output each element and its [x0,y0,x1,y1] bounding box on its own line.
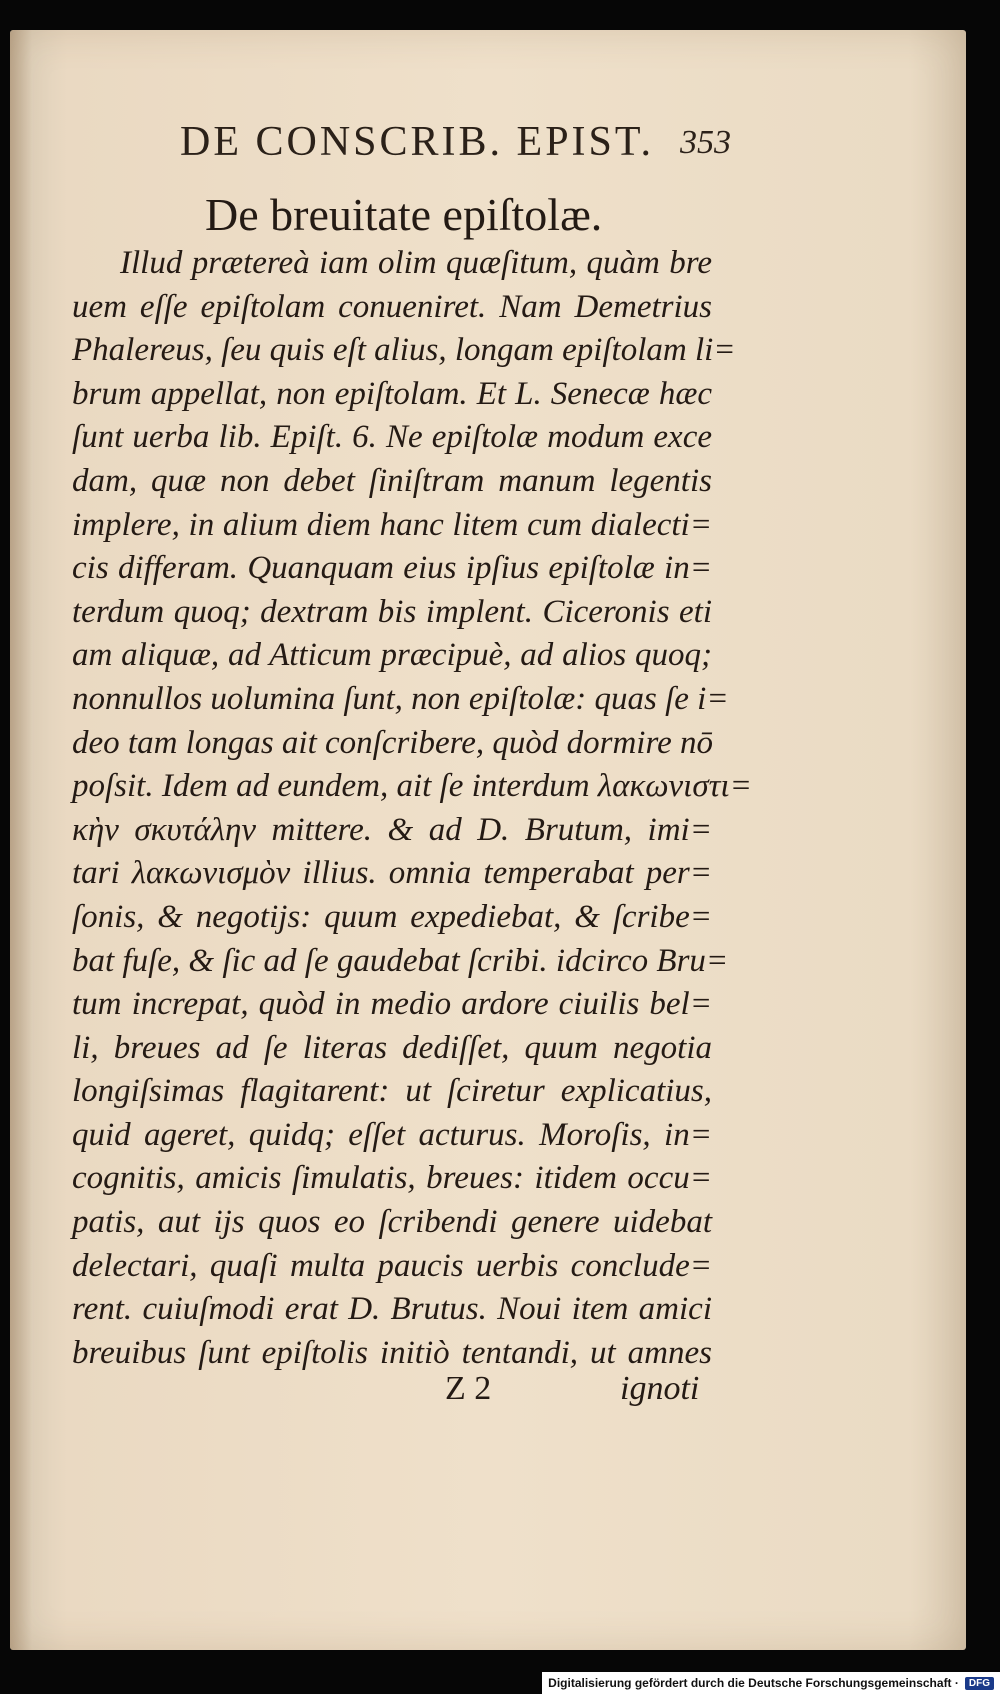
text-line: Illud prætereà iam olim quæſitum, quàm bre [120,245,712,281]
text-line: li, breues ad ſe literas dediſſet, quum negotia [72,1029,712,1066]
page-gutter-shadow [10,30,32,1650]
text-line: ſunt uerba lib. Epiſt. 6. Ne epiſtolæ modum exce [72,419,712,456]
book-page [10,30,966,1650]
digitization-credit [542,1672,1000,1694]
text-line: cis differam. Quanquam eius ipſius epiſtolæ in= [72,550,712,587]
section-title: De breuitate epiſtolæ. [205,189,603,240]
page-footer-line [445,1370,705,1414]
page-number: 353 [680,124,731,161]
text-line: rent. cuiuſmodi erat D. Brutus. Noui item amici [72,1291,712,1328]
text-line: delectari, quaſi multa paucis uerbis conclude= [72,1247,712,1284]
text-line: Phalereus, ſeu quis eſt alius, longam epiſtolam li= [72,332,736,369]
text-line: brum appellat, non epiſtolam. Et L. Senecæ hæc [72,375,712,412]
text-line: breuibus ſunt epiſtolis initiò tentandi, ut amnes [72,1334,712,1371]
text-line: am aliquæ, ad Atticum præcipuè, ad alios quoq; [72,637,712,674]
text-line: patis, aut ijs quos eo ſcribendi genere uidebat [72,1204,712,1241]
text-line: implere, in alium diem hanc litem cum dialecti= [72,506,712,543]
credit-text: Digitalisierung gefördert durch die Deutsche Forschungsgemeinschaft · [548,1676,959,1690]
running-head: DE CONSCRIB. EPIST. [180,119,654,165]
signature-mark: Z 2 [445,1370,492,1407]
text-line: ſonis, & negotijs: quum expediebat, & ſcribe= [72,898,712,935]
text-line: dam, quæ non debet ſiniſtram manum legentis [72,462,712,499]
page-header [160,118,740,178]
text-line: tari λακωνισμὸν illius. omnia temperabat per= [72,855,712,892]
text-line: cognitis, amicis ſimulatis, breues: itidem occu= [72,1160,712,1197]
text-line: terdum quoq; dextram bis implent. Ciceronis eti [72,593,712,630]
text-line: poſsit. Idem ad eundem, ait ſe interdum λακωνιστι= [72,768,752,805]
text-line: nonnullos uolumina ſunt, non epiſtolæ: quas ſe i= [72,680,729,717]
body-text [72,242,752,1375]
text-line: quid ageret, quidq; eſſet acturus. Moroſis, in= [72,1116,712,1153]
text-line: bat fuſe, & ſic ad ſe gaudebat ſcribi. idcirco Bru= [72,942,729,979]
text-line: longiſsimas flagitarent: ut ſciretur explicatius, [72,1073,712,1110]
catchword: ignoti [620,1370,700,1407]
dfg-logo: DFG [965,1677,994,1690]
text-line: κὴν σκυτάλην mittere. & ad D. Brutum, imi= [72,811,712,848]
text-line: tum increpat, quòd in medio ardore ciuilis bel= [72,986,712,1023]
text-line: deo tam longas ait conſcribere, quòd dormire nō [72,724,713,761]
text-line: uem eſſe epiſtolam conueniret. Nam Demetrius [72,288,712,325]
